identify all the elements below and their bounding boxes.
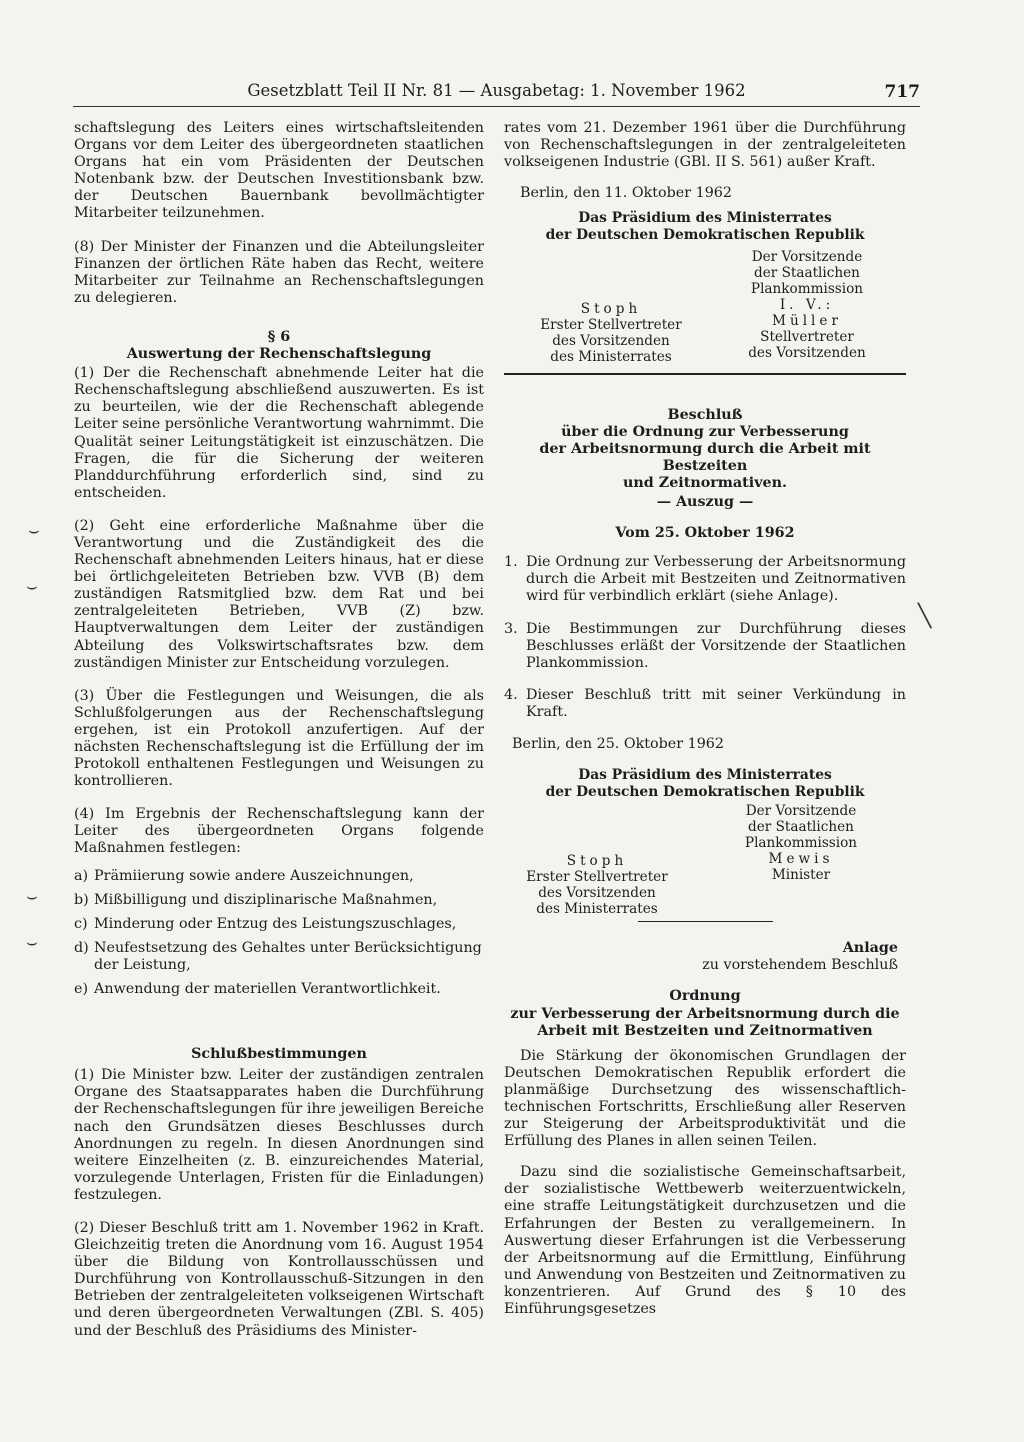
list-text: Prämiierung sowie andere Auszeichnungen, xyxy=(94,867,414,884)
page-header xyxy=(73,72,920,107)
ordnung-title-1: Ordnung xyxy=(669,988,741,1005)
signature-block-2 xyxy=(504,801,906,918)
sig-left-line: des Vorsitzenden xyxy=(538,885,656,902)
sig-right-name: I. V.: Müller xyxy=(772,296,842,329)
list-item xyxy=(74,916,484,933)
list-letter: a) xyxy=(74,867,89,884)
sig-right-line: Plankommission xyxy=(744,835,858,852)
right-column xyxy=(504,120,906,1318)
ordnung-para-1: Die Stärkung der ökonomischen Grundlagen der Deutschen Demokratischen Republik erfordert die planmäßige Durchsetzung des wissenschaftlich-technischen Fortschritts, Erschließung aller Reserven zur Steigerung der Arbeitsproduktivität und die Erfüllung des Planes in allen seinen Teilen. xyxy=(504,1047,906,1150)
list-text: Minderung oder Entzug des Leistungszuschlages, xyxy=(94,915,457,932)
sig-left-line: des Ministerrates xyxy=(550,348,672,365)
date-line-1: Berlin, den 11. Oktober 1962 xyxy=(520,185,733,202)
paragraph-intro: schaftslegung des Leiters eines wirtschaftsleitenden Organs vor dem Leiter des übergeordneten staatlichen Organs hat ein vom Präsidenten der Deutschen Notenbank bzw. der Deutschen Investitionsbank bzw. der Deutschen Bauernbank bevollmächtigter Mitarbeiter teilzunehmen. xyxy=(74,120,484,222)
paragraph-continued: rates vom 21. Dezember 1961 über die Durchführung von Rechenschaftslegungen in der zentralgeleiteten volkseigenen Industrie (GBl. II S. 561) außer Kraft. xyxy=(504,120,906,171)
margin-slash-icon: ╲ xyxy=(918,604,932,629)
item-text: Die Bestimmungen zur Durchführung dieses Beschlusses erläßt der Vorsitzende der Staatlichen Plankommission. xyxy=(526,620,906,671)
signature-block-1 xyxy=(504,247,906,365)
left-column xyxy=(74,120,484,1340)
sig-left-line: des Ministerrates xyxy=(536,901,658,918)
item-number: 3. xyxy=(504,620,518,637)
sig-left-line: Erster Stellvertreter xyxy=(526,869,668,886)
list-item xyxy=(74,940,484,974)
sig-right-line: Plankommission xyxy=(750,280,864,297)
sig-left-line: des Vorsitzenden xyxy=(552,332,670,349)
sig-right-line: Minister xyxy=(771,867,831,884)
list-letter: b) xyxy=(74,891,89,908)
list-item xyxy=(504,554,906,605)
decision-title-3: der Arbeitsnormung durch die Arbeit mit Bestzeiten xyxy=(539,440,871,474)
margin-mark-icon: ⌣ xyxy=(28,520,40,541)
item-text: Dieser Beschluß tritt mit seiner Verkündung in Kraft. xyxy=(526,686,906,720)
ordnung-para-2: Dazu sind die sozialistische Gemeinschaftsarbeit, der sozialistische Wettbewerb weiterzuentwickeln, eine straffe Leitungstätigkeit durchzusetzen und die Erfahrungen der Besten zu verallgemeinern. In Auswertung dieser Erfahrungen ist die Verbesserung der Arbeitsnormung auf die Ermittlung, Einführung und Anwendung von Bestzeiten und Zeitnormativen zu konzentrieren. Auf Grund des § 10 des Einführungsgesetzes xyxy=(504,1164,906,1318)
item-number: 4. xyxy=(504,686,518,703)
section-6-number: § 6 xyxy=(267,328,291,345)
sig-left-name: Stoph xyxy=(566,853,628,870)
margin-mark-icon: ⌣ xyxy=(26,932,38,953)
sig-right-line: Der Vorsitzende xyxy=(751,248,863,265)
list-item xyxy=(74,868,484,885)
presidium-line-1: Das Präsidium des Ministerrates xyxy=(578,210,832,227)
list-text: Anwendung der materiellen Verantwortlichkeit. xyxy=(94,981,441,998)
sig-right-line: der Staatlichen xyxy=(748,819,854,836)
list-item xyxy=(74,892,484,909)
sig-right-line: des Vorsitzenden xyxy=(748,344,866,361)
annex-label: Anlage xyxy=(842,940,898,957)
list-item xyxy=(504,687,906,721)
final-provisions-title: Schlußbestimmungen xyxy=(191,1046,367,1063)
margin-mark-icon: ⌣ xyxy=(26,886,38,907)
presidium-2-line-2: der Deutschen Demokratischen Republik xyxy=(545,784,865,801)
date-line-2: Berlin, den 25. Oktober 1962 xyxy=(512,735,725,752)
section-divider xyxy=(504,373,906,375)
list-letter: e) xyxy=(74,981,89,998)
list-item xyxy=(504,621,906,672)
section-6-title: Auswertung der Rechenschaftslegung xyxy=(126,346,432,363)
gazette-title: Gesetzblatt Teil II Nr. 81 — Ausgabetag: 1. November 1962 xyxy=(247,81,746,100)
annex-subtitle: zu vorstehendem Beschluß xyxy=(702,957,898,974)
sig-left-line: Erster Stellvertreter xyxy=(540,316,682,333)
excerpt-label: — Auszug — xyxy=(656,494,754,511)
paragraph-8: (8) Der Minister der Finanzen und die Abteilungsleiter Finanzen der örtlichen Räte haben das Recht, weitere Mitarbeiter zur Teilnahme an Rechenschaftslegungen zu delegieren. xyxy=(74,238,484,306)
decision-title-1: Beschluß xyxy=(667,406,743,423)
list-text: Neufestsetzung des Gehaltes unter Berücksichtigung der Leistung, xyxy=(94,939,482,973)
presidium-2-line-1: Das Präsidium des Ministerrates xyxy=(578,767,832,784)
ordnung-title-2: zur Verbesserung der Arbeitsnormung durch die xyxy=(510,1005,900,1022)
section-6-para-3: (3) Über die Festlegungen und Weisungen, die als Schlußfolgerungen aus der Rechenschaftslegung ergehen, ist ein Protokoll anzufertigen. Auf der nächsten Rechenschaftslegung ist die Erfüllung der im Protokoll enthaltenen Festlegungen und Weisungen zu kontrollieren. xyxy=(74,687,484,790)
final-para-1: (1) Die Minister bzw. Leiter der zuständigen zentralen Organe des Staatsapparates haben die Durchführung der Rechenschaftslegungen für ihre jeweiligen Bereiche nach den Grundsätzen dieses Beschlusses durch Anordnungen zu regeln. In diesen Anordnungen sind weitere Einzelheiten (z. B. einzureichendes Material, vorzulegende Unterlagen, Fristen für die Einladungen) festzulegen. xyxy=(74,1067,484,1203)
list-text: Mißbilligung und disziplinarische Maßnahmen, xyxy=(94,891,438,908)
short-divider xyxy=(638,921,773,922)
presidium-line-2: der Deutschen Demokratischen Republik xyxy=(545,227,865,244)
section-6-para-2: (2) Geht eine erforderliche Maßnahme über die Verantwortung und die Zuständigkeit des die Rechenschaft abnehmenden Leiters hinaus, hat er diese bei örtlichgeleiteten Betrieben bzw. VVB (B) dem zuständigen Ratsmitglied bzw. dem Rat und bei zentralgeleiteten Betrieben, VVB (Z) bzw. Hauptverwaltungen dem Leiter der zuständigen Abteilung des Volkswirtschaftsrates bzw. dem zuständigen Minister zur Entscheidung vorzulegen. xyxy=(74,517,484,671)
sig-left-name: Stoph xyxy=(580,300,642,317)
decision-title-2: über die Ordnung zur Verbesserung xyxy=(561,423,849,440)
section-6-para-4: (4) Im Ergebnis der Rechenschaftslegung kann der Leiter des übergeordneten Organs folgende Maßnahmen festlegen: xyxy=(74,806,484,857)
decision-title-4: und Zeitnormativen. xyxy=(623,474,787,491)
list-letter: c) xyxy=(74,915,88,932)
section-6-para-1: (1) Der die Rechenschaft abnehmende Leiter hat die Rechenschaftslegung abschließend auszuwerten. Es ist zu beurteilen, wie der die Rechenschaft ablegende Leiter seine persönliche Verantwortung wahrnimmt. Die Qualität seiner Leitungstätigkeit ist einzuschätzen. Die Fragen, die für die Sicherung der weiteren Planddurchführung erforderlich sind, sind zu entscheiden. xyxy=(74,365,485,501)
final-para-2: (2) Dieser Beschluß tritt am 1. November 1962 in Kraft. Gleichzeitig treten die Anordnung vom 16. August 1954 über die Bildung von Kontrollausschüssen und Durchführung von Kontrollausschuß-Sitzungen in den Betrieben der zentralgeleiteten volkseigenen Wirtschaft und deren übergeordneten Verwaltungen (ZBl. S. 405) und der Beschluß des Präsidiums des Minister- xyxy=(74,1219,484,1339)
measures-list xyxy=(74,868,484,999)
sig-right-line: Der Vorsitzende xyxy=(745,803,857,820)
list-letter: d) xyxy=(74,939,89,956)
list-item xyxy=(74,981,484,998)
item-text: Die Ordnung zur Verbesserung der Arbeitsnormung durch die Arbeit mit Bestzeiten und Zeitnormativen wird für verbindlich erklärt (siehe Anlage). xyxy=(526,554,906,605)
margin-mark-icon: ⌣ xyxy=(26,576,38,597)
page-number: 717 xyxy=(884,82,920,102)
decision-items xyxy=(504,554,906,721)
sig-right-name: Mewis xyxy=(768,851,834,868)
sig-right-line: der Staatlichen xyxy=(754,264,860,281)
ordnung-title-3: Arbeit mit Bestzeiten und Zeitnormativen xyxy=(537,1022,873,1039)
decision-date: Vom 25. Oktober 1962 xyxy=(615,525,795,542)
item-number: 1. xyxy=(504,554,518,571)
sig-right-line: Stellvertreter xyxy=(760,328,854,345)
